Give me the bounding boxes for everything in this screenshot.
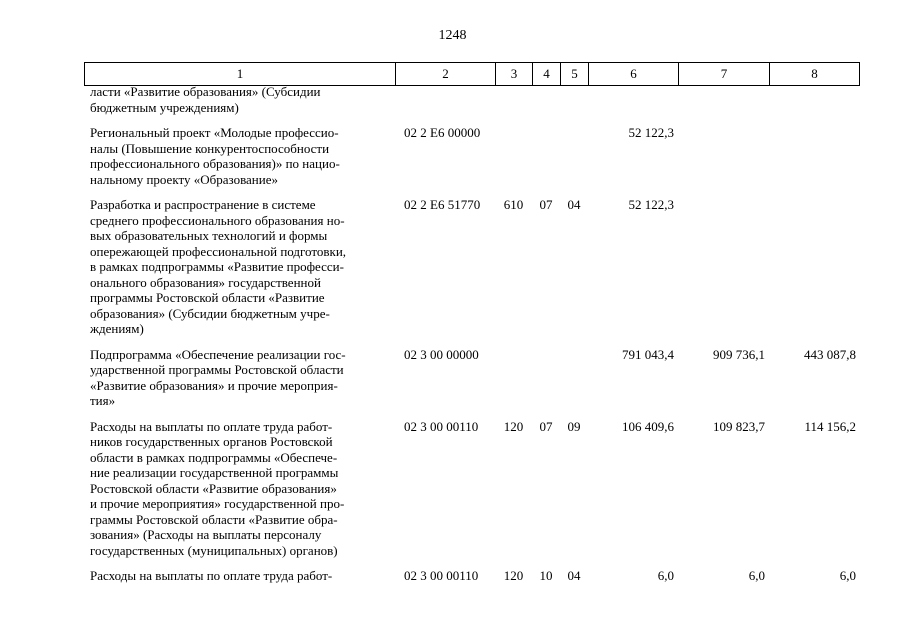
- row-description: [84, 419, 395, 559]
- description-line: тия»: [90, 393, 116, 408]
- row-description: [84, 568, 395, 584]
- row-code: 02 2 E6 00000: [404, 125, 481, 140]
- description-line: Разработка и распространение в системе: [90, 197, 316, 212]
- table-row: [84, 347, 860, 409]
- row-description: [84, 84, 395, 115]
- description-line: «Развитие образования» и прочие мероприя-: [90, 377, 338, 393]
- row-value-c6: 106 409,6: [622, 418, 674, 434]
- row-value-c5: 04: [567, 568, 581, 583]
- description-line: профессионального образования)» по нацио-: [90, 156, 340, 171]
- row-value-c6: 52 122,3: [628, 197, 674, 212]
- description-line: граммы Ростовской области «Развитие обра-: [90, 511, 338, 527]
- description-line: ждениям): [90, 321, 144, 336]
- description-line: государственных (муниципальных) органов): [90, 542, 338, 558]
- description-line: опережающей профессиональной подготовки,: [90, 243, 347, 259]
- row-value-c8: [769, 197, 860, 337]
- row-value-c7: [678, 84, 769, 115]
- row-value-c5: [560, 84, 588, 115]
- row-value-c3: [495, 347, 532, 409]
- row-value-c8: [769, 84, 860, 115]
- header-col-4: 4: [532, 63, 560, 85]
- description-line: области в рамках подпрограммы «Обеспече-: [90, 449, 338, 465]
- row-value-c5: [560, 125, 588, 187]
- row-value-c3: [495, 125, 532, 187]
- row-description: [84, 197, 395, 337]
- description-line: Расходы на выплаты по оплате труда работ-: [90, 418, 333, 434]
- description-line: в рамках подпрограммы «Развитие професси-: [90, 259, 344, 274]
- description-line: налы (Повышение конкурентоспособности: [90, 140, 330, 156]
- description-line: онального образования» государственной: [90, 274, 321, 290]
- row-value-c7: [678, 125, 769, 187]
- row-value-c4: [532, 125, 560, 187]
- table-row: [84, 84, 860, 115]
- row-value-c8: [769, 125, 860, 187]
- description-line: ние реализации государственной программы: [90, 465, 339, 480]
- header-col-2: 2: [395, 63, 495, 85]
- row-code: [395, 84, 495, 115]
- table-header: [84, 62, 860, 86]
- table-row: [84, 197, 860, 337]
- row-description: [84, 347, 395, 409]
- description-line: Подпрограмма «Обеспечение реализации гос-: [90, 346, 346, 362]
- row-code: 02 3 00 00110: [404, 568, 479, 583]
- description-line: нальному проекту «Образование»: [90, 171, 278, 187]
- row-value-c3: 120: [503, 568, 524, 583]
- description-line: зования» (Расходы на выплаты персоналу: [90, 527, 322, 542]
- row-value-c8: 443 087,8: [804, 346, 856, 362]
- table-row: [84, 125, 860, 187]
- row-value-c4: 07: [539, 418, 553, 434]
- row-value-c3: 120: [503, 418, 524, 434]
- table-body: [84, 84, 860, 584]
- row-value-c8: 6,0: [839, 568, 856, 583]
- row-value-c7: [678, 197, 769, 337]
- page-number: 1248: [438, 28, 467, 43]
- row-value-c7: 109 823,7: [713, 418, 765, 434]
- description-line: ников государственных органов Ростовской: [90, 434, 333, 449]
- row-value-c7: 6,0: [748, 568, 765, 583]
- row-code: 02 2 E6 51770: [404, 197, 481, 212]
- row-value-c7: 909 736,1: [713, 346, 765, 362]
- header-col-8: 8: [769, 63, 860, 85]
- row-value-c6: 52 122,3: [628, 125, 674, 140]
- description-line: Расходы на выплаты по оплате труда работ-: [90, 568, 333, 583]
- header-col-5: 5: [560, 63, 588, 85]
- table-row: [84, 419, 860, 559]
- row-value-c4: [532, 347, 560, 409]
- description-line: образования» (Субсидии бюджетным учре-: [90, 305, 330, 321]
- description-line: ласти «Развитие образования» (Субсидии: [90, 84, 321, 99]
- row-value-c3: 610: [503, 197, 524, 212]
- row-value-c5: [560, 347, 588, 409]
- description-line: бюджетным учреждениям): [90, 99, 239, 115]
- row-value-c6: 791 043,4: [622, 346, 674, 362]
- description-line: ударственной программы Ростовской области: [90, 362, 344, 377]
- row-value-c6: [588, 84, 678, 115]
- row-code: 02 3 00 00110: [404, 418, 479, 434]
- row-value-c4: [532, 84, 560, 115]
- header-col-1: 1: [84, 63, 395, 85]
- row-value-c5: 09: [567, 418, 581, 434]
- description-line: среднего профессионального образования но-: [90, 212, 345, 228]
- description-line: и прочие мероприятия» государственной про-: [90, 496, 345, 511]
- row-value-c3: [495, 84, 532, 115]
- header-col-6: 6: [588, 63, 678, 85]
- row-description: [84, 125, 395, 187]
- row-value-c4: 07: [539, 197, 553, 212]
- header-col-7: 7: [678, 63, 769, 85]
- row-code: 02 3 00 00000: [404, 346, 479, 362]
- row-value-c6: 6,0: [657, 568, 674, 583]
- row-value-c8: 114 156,2: [804, 418, 856, 434]
- description-line: Ростовской области «Развитие образования»: [90, 480, 337, 496]
- row-value-c4: 10: [539, 568, 553, 583]
- table-row: [84, 568, 860, 584]
- description-line: Региональный проект «Молодые профессио-: [90, 125, 339, 140]
- row-value-c5: 04: [567, 197, 581, 212]
- header-col-3: 3: [495, 63, 532, 85]
- description-line: программы Ростовской области «Развитие: [90, 290, 325, 305]
- description-line: вых образовательных технологий и формы: [90, 228, 328, 243]
